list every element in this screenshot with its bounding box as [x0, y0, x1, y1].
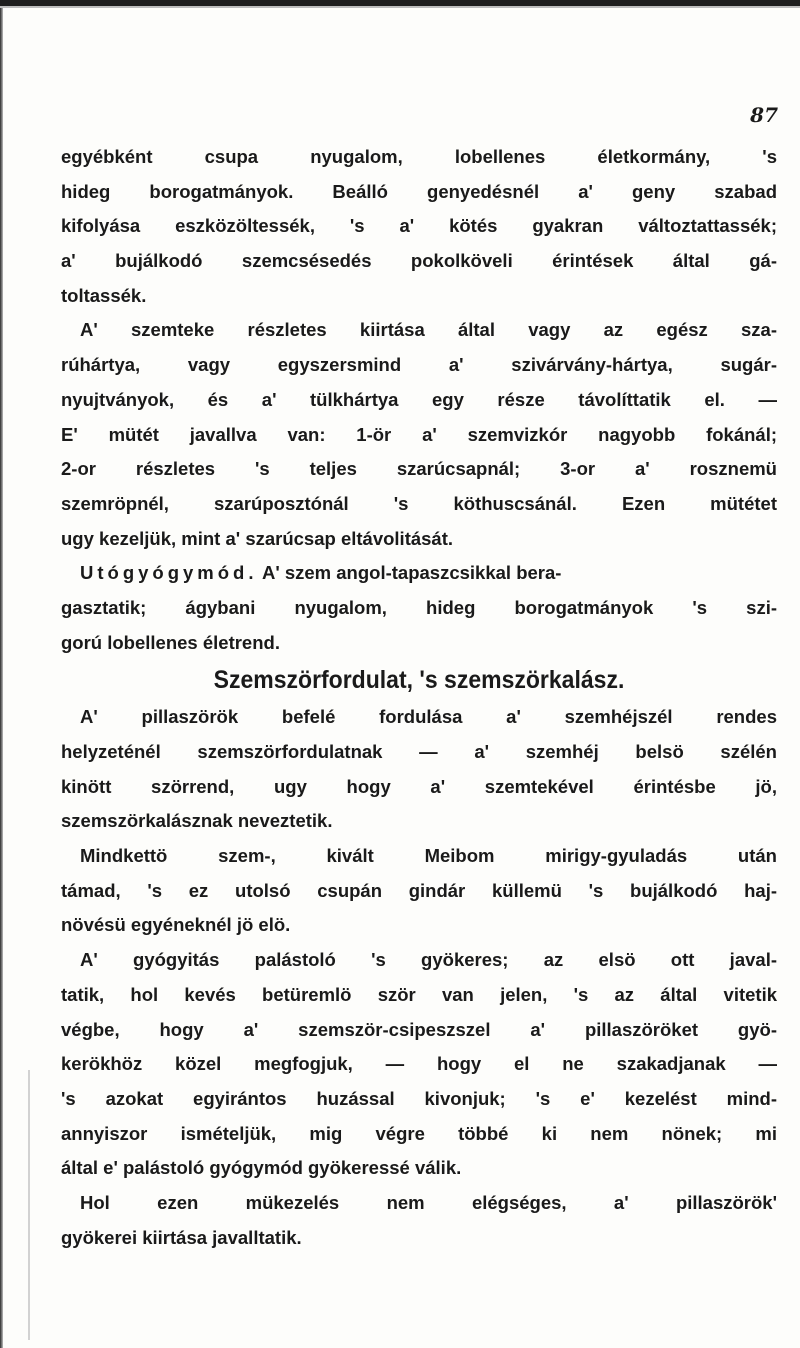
- text-run: A' szem angol-tapaszcsikkal bera-: [257, 562, 562, 584]
- paragraph: [61, 140, 777, 313]
- body-text: [61, 140, 777, 1255]
- text-line: végbe, hogy a' szemször-csipeszszel a' pillaszöröket gyö-: [61, 1018, 777, 1040]
- text-line: által e' palástoló gyógymód gyökeressé válik.: [61, 1157, 462, 1179]
- paragraph: [61, 556, 777, 660]
- text-line: Mindkettö szem-, kivált Meibom mirigy-gyuladás után: [80, 845, 777, 867]
- text-line: hideg borogatmányok. Beálló genyedésnél a' geny szabad: [61, 180, 777, 202]
- page-number: 87: [750, 103, 778, 127]
- text-line: kerökhöz közel megfogjuk, — hogy el ne szakadjanak —: [61, 1053, 777, 1075]
- section-label: Utógyógymód.: [80, 562, 258, 584]
- text-line: a' bujálkodó szemcsésedés pokolköveli érintések által gá-: [61, 250, 777, 272]
- top-edge-shadow: [0, 6, 800, 8]
- text-line: annyiszor ismételjük, mig végre többé ki nem nönek; mi: [61, 1122, 777, 1144]
- text-line: gyökerei kiirtása javalltatik.: [61, 1226, 302, 1248]
- binding-shadow: [28, 1070, 30, 1340]
- text-line: Hol ezen mükezelés nem elégséges, a' pillaszörök': [80, 1191, 777, 1213]
- text-line: A' szemteke részletes kiirtása által vagy az egész sza-: [80, 319, 777, 341]
- text-line: toltassék.: [61, 284, 147, 306]
- text-line: 2-or részletes 's teljes szarúcsapnál; 3-or a' rosznemü: [61, 458, 777, 480]
- paragraph: [61, 313, 777, 556]
- text-line: E' mütét javallva van: 1-ör a' szemvizkór nagyobb fokánál;: [61, 423, 777, 445]
- text-line: rúhártya, vagy egyszersmind a' szivárvány-hártya, sugár-: [61, 354, 777, 376]
- text-line: gasztatik; ágybani nyugalom, hideg borogatmányok 's szi-: [61, 596, 777, 618]
- text-line: ugy kezeljük, mint a' szarúcsap eltávolitását.: [61, 527, 454, 549]
- text-line: növésü egyéneknél jö elö.: [61, 914, 291, 936]
- text-line: szemszörkalásznak neveztetik.: [61, 810, 333, 832]
- text-line: nyujtványok, és a' tülkhártya egy része távolíttatik el. —: [61, 388, 777, 410]
- text-line: A' gyógyitás palástoló 's gyökeres; az elsö ott javal-: [80, 949, 777, 971]
- left-page-edge: [0, 8, 3, 1348]
- text-line: A' pillaszörök befelé fordulása a' szemhéjszél rendes: [80, 706, 777, 728]
- paragraph: [61, 700, 777, 839]
- text-line: kinött szörrend, ugy hogy a' szemtekével érintésbe jö,: [61, 775, 777, 797]
- text-line: egyébként csupa nyugalom, lobellenes életkormány, 's: [61, 146, 777, 167]
- section-heading: Szemszörfordulat, 's szemszörkalász.: [213, 666, 625, 695]
- text-line: szemröpnél, szarúposztónál 's köthuscsánál. Ezen mütétet: [61, 492, 777, 514]
- text-line: támad, 's ez utolsó csupán gindár küllemü 's bujálkodó haj-: [61, 879, 777, 901]
- text-line: tatik, hol kevés betüremlö ször van jelen, 's az által vitetik: [61, 983, 777, 1005]
- paragraph: [61, 943, 777, 1186]
- text-line: helyzeténél szemszörfordulatnak — a' szemhéj belsö szélén: [61, 741, 777, 762]
- text-line: kifolyása eszközöltessék, 's a' kötés gyakran változtattassék;: [61, 215, 777, 237]
- text-line: 's azokat egyirántos huzással kivonjuk; 's e' kezelést mind-: [61, 1087, 777, 1109]
- text-line: gorú lobellenes életrend.: [61, 631, 280, 653]
- paragraph: [61, 839, 777, 943]
- text-line: [61, 556, 777, 591]
- paragraph: [61, 1186, 777, 1255]
